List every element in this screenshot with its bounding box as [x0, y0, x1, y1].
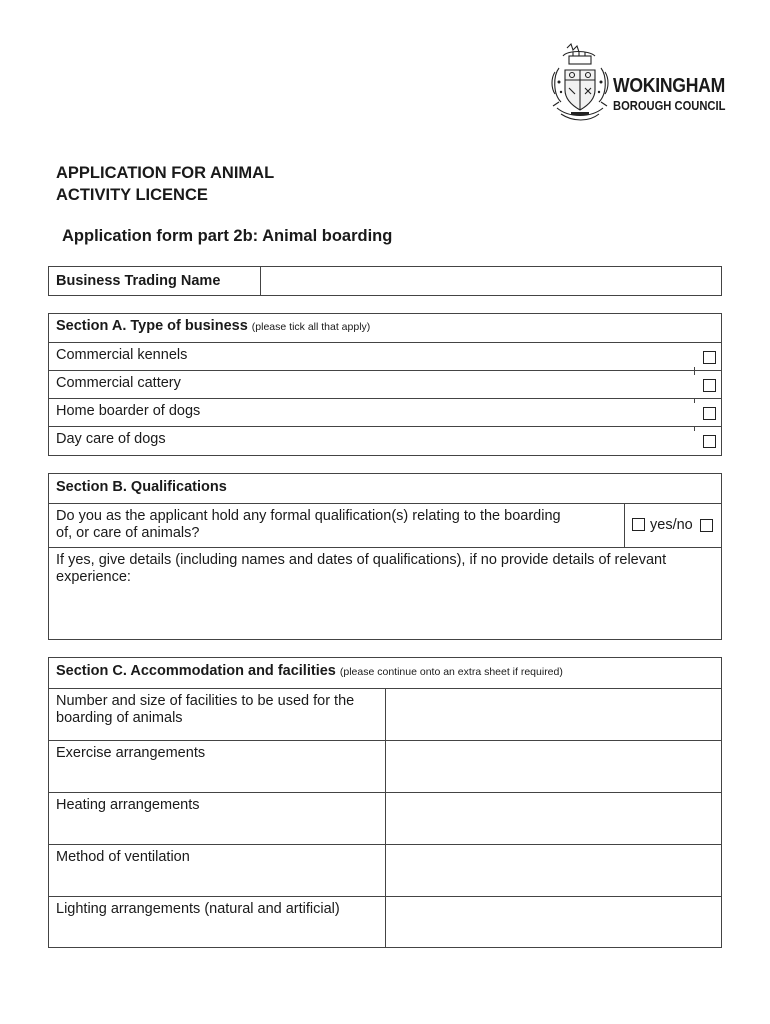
- section-c-note: (please continue onto an extra sheet if required): [339, 666, 563, 678]
- council-name: WOKINGHAM: [613, 75, 726, 97]
- qualification-details-field[interactable]: [49, 588, 721, 639]
- facilities-size-field[interactable]: [386, 689, 721, 740]
- qualification-question-row: [49, 503, 721, 547]
- yes-checkbox[interactable]: [632, 518, 645, 531]
- trading-name-label: Business Trading Name: [56, 273, 221, 289]
- title-line-2: ACTIVITY LICENCE: [56, 186, 208, 204]
- facility-row: [49, 844, 721, 896]
- facility-label: Exercise arrangements: [56, 745, 206, 761]
- trading-name-field[interactable]: [261, 267, 721, 295]
- council-subtitle: BOROUGH COUNCIL: [613, 98, 726, 113]
- facility-label: [56, 693, 354, 727]
- facility-label-line-2: boarding of animals: [56, 710, 183, 726]
- facility-label: Heating arrangements: [56, 797, 200, 813]
- option-label: Commercial kennels: [56, 347, 188, 363]
- option-row: [49, 398, 721, 426]
- yes-no-label: yes/no: [650, 517, 693, 533]
- section-a-note: (please tick all that apply): [251, 321, 371, 333]
- divider: [624, 504, 625, 547]
- lighting-arrangements-field[interactable]: [386, 897, 721, 947]
- facility-label: Method of ventilation: [56, 849, 190, 865]
- question-line-2: of, or care of animals?: [56, 525, 200, 541]
- exercise-arrangements-field[interactable]: [386, 741, 721, 792]
- facility-row: [49, 740, 721, 792]
- option-label: Home boarder of dogs: [56, 403, 201, 419]
- divider: [694, 427, 695, 431]
- section-a-table: [48, 313, 722, 456]
- details-line-2: experience:: [56, 569, 131, 585]
- option-label: Day care of dogs: [56, 431, 166, 447]
- option-row: [49, 342, 721, 370]
- question-line-1: Do you as the applicant hold any formal qualification(s) relating to the boarding: [56, 508, 561, 524]
- section-b-title: Section B. Qualifications: [56, 479, 227, 495]
- qualification-details-row: [49, 547, 721, 639]
- commercial-kennels-checkbox[interactable]: [703, 351, 716, 364]
- section-c-title: Section C. Accommodation and facilities: [56, 663, 336, 679]
- facility-label: Lighting arrangements (natural and artificial): [56, 901, 340, 917]
- no-checkbox[interactable]: [700, 519, 713, 532]
- facility-label-line-1: Number and size of facilities to be used for the: [56, 693, 355, 709]
- commercial-cattery-checkbox[interactable]: [703, 379, 716, 392]
- section-c-table: [48, 657, 722, 948]
- facility-row: [49, 792, 721, 844]
- divider: [694, 399, 695, 403]
- details-line-1: If yes, give details (including names and dates of qualifications), if no provide details of relevant: [56, 552, 667, 568]
- home-boarder-checkbox[interactable]: [703, 407, 716, 420]
- title-line-1: APPLICATION FOR ANIMAL: [56, 164, 275, 182]
- section-a-title: Section A. Type of business: [56, 318, 248, 334]
- divider: [694, 371, 695, 375]
- section-a-header: [49, 314, 721, 342]
- ventilation-field[interactable]: [386, 845, 721, 896]
- facility-row: [49, 688, 721, 740]
- qualification-details-prompt: [56, 552, 666, 586]
- option-label: Commercial cattery: [56, 375, 181, 391]
- coat-of-arms-icon: [549, 42, 613, 128]
- section-b-table: [48, 473, 722, 640]
- section-c-header: [49, 658, 721, 688]
- option-row: [49, 426, 721, 455]
- option-row: [49, 370, 721, 398]
- qualification-question: [56, 508, 561, 542]
- section-b-header: [49, 474, 721, 503]
- page-title: [56, 162, 274, 206]
- trading-name-table: [48, 266, 722, 296]
- council-logo: [549, 42, 724, 128]
- heating-arrangements-field[interactable]: [386, 793, 721, 844]
- form-subtitle: Application form part 2b: Animal boarding: [62, 227, 393, 245]
- facility-row: [49, 896, 721, 947]
- day-care-checkbox[interactable]: [703, 435, 716, 448]
